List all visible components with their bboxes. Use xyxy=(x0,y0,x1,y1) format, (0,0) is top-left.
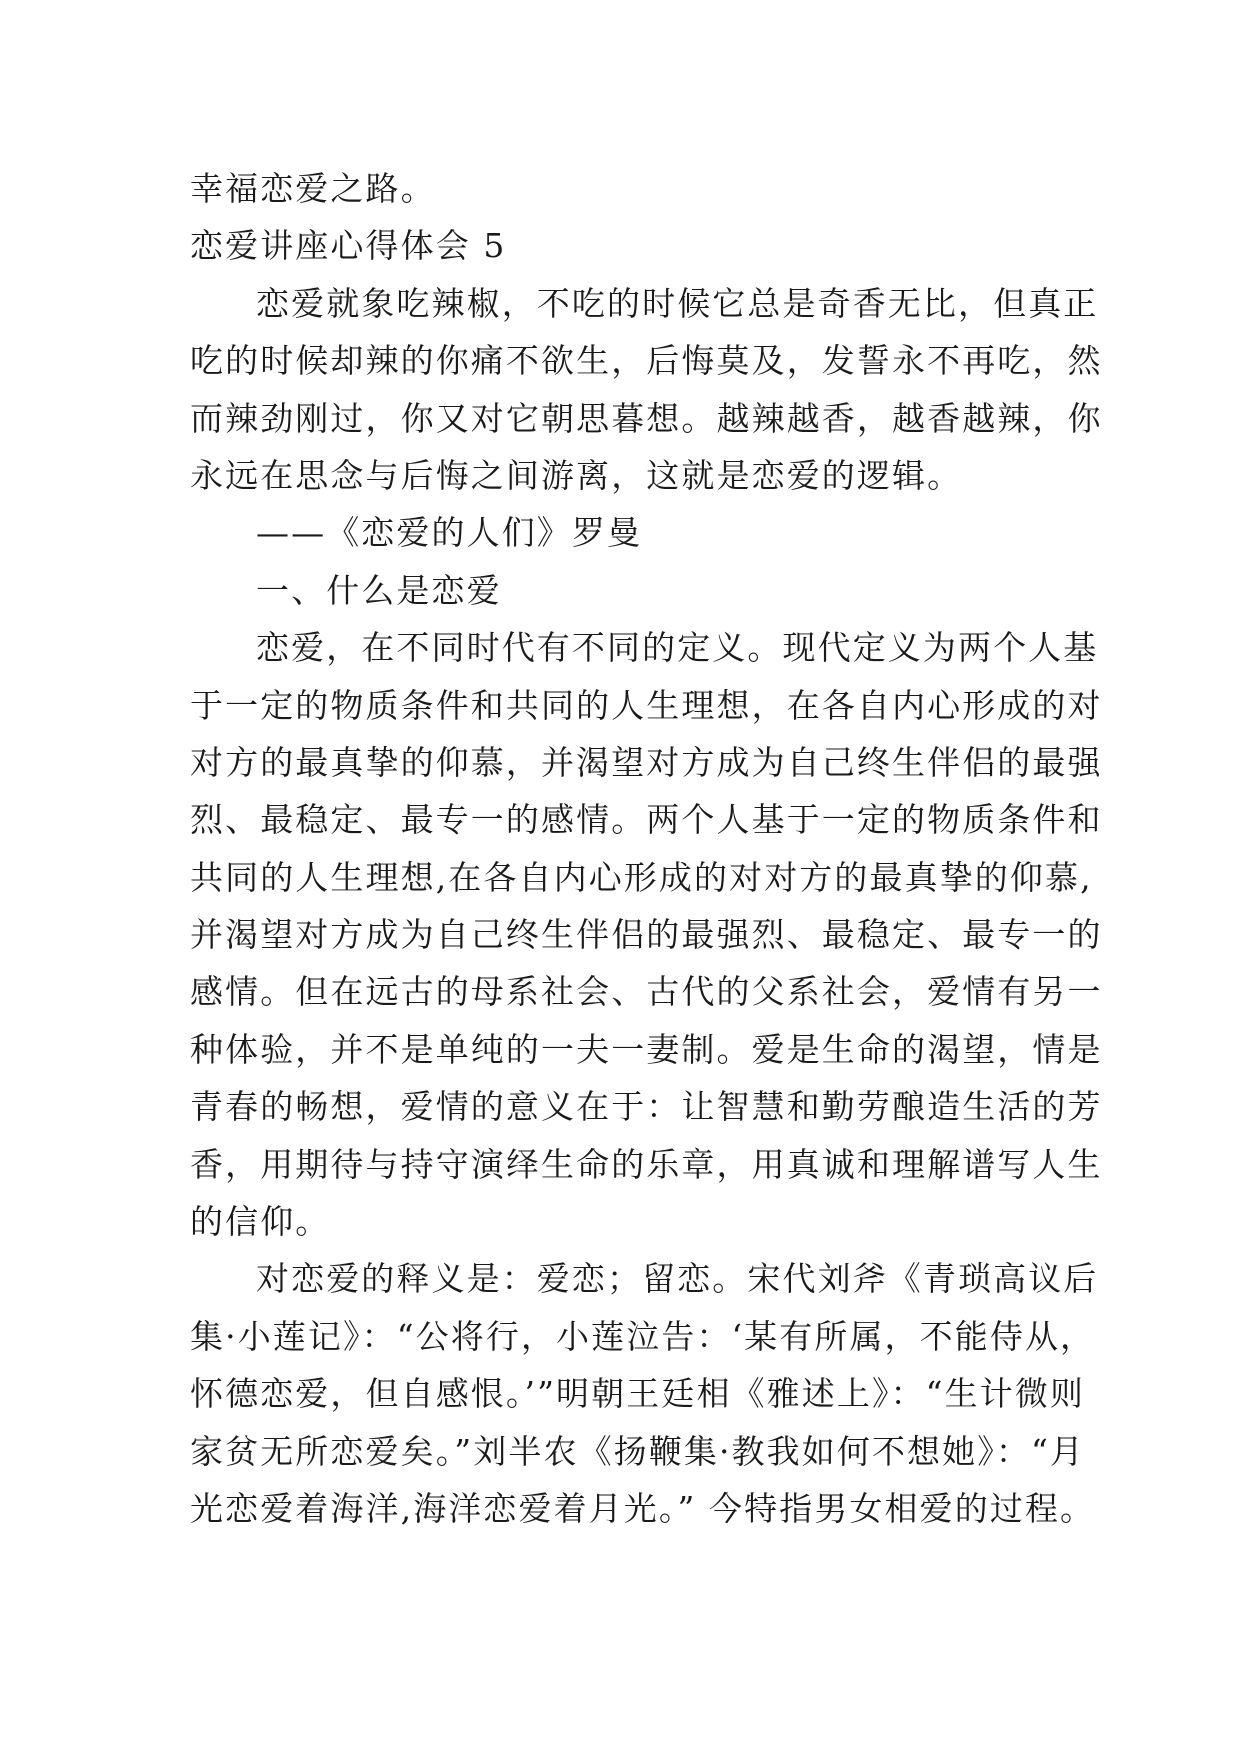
text-line: 家贫无所恋爱矣。”刘半农《扬鞭集·教我如何不想她》：“月 xyxy=(190,1431,1086,1471)
text-line: 幸福恋爱之路。 xyxy=(190,169,436,208)
text-line: 恋爱，在不同时代有不同的定义。现代定义为两个人基 xyxy=(256,628,1099,668)
quote-attribution: ——《恋爱的人们》罗曼 xyxy=(256,513,643,553)
text-line: 青春的畅想，爱情的意义在于：让智慧和勤劳酿造生活的芳 xyxy=(190,1087,1103,1127)
text-line: 永远在思念与后悔之间游离，这就是恋爱的逻辑。 xyxy=(190,455,963,495)
text-line: 对恋爱的释义是：爱恋；留恋。宋代刘斧《青琐高议后 xyxy=(256,1259,1099,1299)
text-line: 的信仰。 xyxy=(190,1202,331,1242)
text-line: 于一定的物质条件和共同的人生理想，在各自内心形成的对 xyxy=(190,685,1103,725)
text-line: 种体验，并不是单纯的一夫一妻制。爱是生命的渴望，情是 xyxy=(190,1029,1103,1069)
text-line: 共同的人生理想,在各自内心形成的对对方的最真挚的仰慕, xyxy=(190,857,1093,897)
text-line: 对方的最真挚的仰慕，并渴望对方成为自己终生伴侣的最强 xyxy=(190,742,1103,782)
text-line: 而辣劲刚过，你又对它朝思暮想。越辣越香，越香越辣，你 xyxy=(190,398,1103,438)
text-line: 恋爱就象吃辣椒，不吃的时候它总是奇香无比，但真正 xyxy=(256,283,1099,323)
text-line: 集·小莲记》：“公将行，小莲泣告：‘某有所属，不能侍从， xyxy=(190,1316,1096,1356)
document-body xyxy=(190,160,1103,1537)
text-line: 光恋爱着海洋,海洋恋爱着月光。” 今特指男女相爱的过程。 xyxy=(190,1488,1096,1528)
section-title: 恋爱讲座心得体会 5 xyxy=(190,226,507,266)
text-line: 烈、最稳定、最专一的感情。两个人基于一定的物质条件和 xyxy=(190,800,1103,840)
text-line: 吃的时候却辣的你痛不欲生，后悔莫及，发誓永不再吃，然 xyxy=(190,341,1103,381)
text-line: 感情。但在远古的母系社会、古代的父系社会，爱情有另一 xyxy=(190,972,1103,1012)
subheading: 一、什么是恋爱 xyxy=(256,570,502,610)
text-line: 并渴望对方成为自己终生伴侣的最强烈、最稳定、最专一的 xyxy=(190,915,1103,955)
text-line: 香，用期待与持守演绎生命的乐章，用真诚和理解谱写人生 xyxy=(190,1144,1103,1184)
text-line: 怀德恋爱，但自感恨。’”明朝王廷相《雅述上》：“生计微则 xyxy=(190,1374,1086,1414)
